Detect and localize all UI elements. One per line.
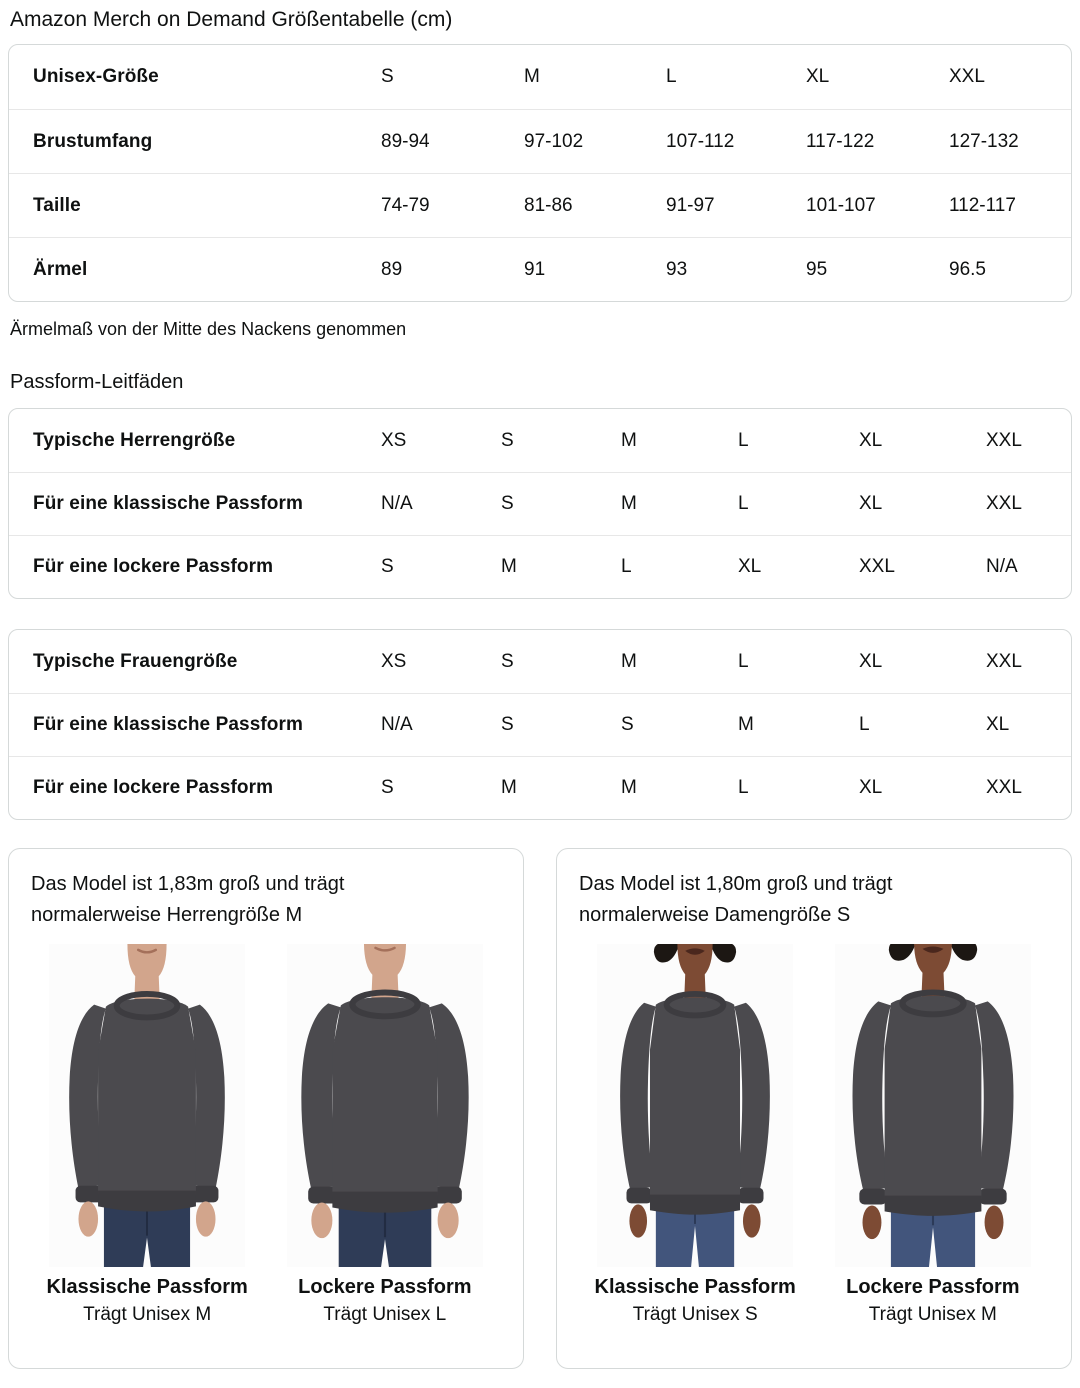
size-cell: 127-132: [949, 130, 1019, 152]
table-row: [9, 693, 1071, 756]
size-cell: XL: [859, 777, 883, 798]
model-card-women: [556, 848, 1072, 1369]
size-cell: S: [621, 714, 634, 735]
fit-label: Klassische Passform: [46, 1276, 248, 1298]
size-cell: L: [738, 493, 749, 514]
table-row: [9, 409, 1071, 472]
size-cell: L: [738, 777, 749, 798]
size-cell: L: [859, 714, 870, 735]
size-cell: XS: [381, 429, 407, 451]
womens-fit-table: [8, 629, 1072, 820]
sleeve-measure-note: Ärmelmaß von der Mitte des Nackens genommen: [10, 319, 407, 339]
size-cell: S: [381, 66, 394, 87]
size-cell: XXL: [986, 777, 1022, 798]
model-cards-row: [8, 848, 1072, 1369]
model-figure-loose: [271, 944, 499, 1326]
size-cell: N/A: [986, 556, 1018, 577]
size-cell: N/A: [381, 714, 413, 735]
size-label: Trägt Unisex L: [323, 1304, 447, 1325]
model-description: [579, 869, 1049, 931]
size-cell: 81-86: [524, 194, 573, 216]
row-label: Brustumfang: [33, 130, 153, 152]
size-cell: XL: [806, 66, 830, 87]
size-cell: 95: [806, 258, 828, 280]
male-model-classic-fit-photo: [49, 944, 245, 1267]
size-cell: N/A: [381, 493, 413, 514]
row-label: Taille: [33, 194, 81, 216]
model-card-men: [8, 848, 524, 1369]
size-cell: M: [621, 650, 637, 672]
row-label: Unisex-Größe: [33, 66, 159, 87]
size-cell: L: [666, 66, 677, 87]
size-cell: M: [501, 556, 517, 577]
size-cell: 112-117: [949, 194, 1016, 216]
size-cell: 107-112: [666, 130, 735, 152]
size-cell: XL: [738, 556, 762, 577]
size-cell: L: [738, 429, 749, 451]
table-row: [9, 45, 1071, 109]
model-description-line2: normalerweise Damengröße S: [579, 904, 851, 926]
size-cell: 91: [524, 258, 546, 280]
size-cell: L: [738, 650, 749, 672]
size-cell: 117-122: [806, 130, 875, 152]
size-cell: S: [501, 650, 514, 672]
fit-label: Lockere Passform: [846, 1276, 1020, 1298]
size-cell: S: [501, 714, 514, 735]
size-cell: M: [621, 429, 637, 451]
size-cell: S: [381, 556, 394, 577]
size-cell: M: [501, 777, 517, 798]
size-cell: M: [621, 493, 637, 514]
size-cell: M: [738, 714, 754, 735]
row-label: Für eine klassische Passform: [33, 493, 303, 514]
size-cell: S: [501, 429, 514, 451]
size-cell: 101-107: [806, 194, 876, 216]
size-cell: 89-94: [381, 130, 430, 152]
size-cell: XXL: [986, 429, 1022, 451]
figures-row: [579, 944, 1049, 1326]
row-label: Für eine lockere Passform: [33, 777, 274, 798]
model-figure-loose: [819, 944, 1047, 1326]
model-description-line2: normalerweise Herrengröße M: [31, 904, 303, 926]
size-cell: S: [381, 777, 394, 798]
table-row: [9, 630, 1071, 693]
table-row: [9, 756, 1071, 819]
size-cell: XXL: [859, 556, 895, 577]
size-cell: XXL: [986, 650, 1022, 672]
size-cell: M: [621, 777, 637, 798]
fit-label: Klassische Passform: [594, 1276, 796, 1298]
size-table: [8, 44, 1072, 302]
size-label: Trägt Unisex M: [83, 1304, 212, 1325]
size-cell: 96.5: [949, 258, 986, 280]
size-cell: XL: [859, 650, 883, 672]
male-model-loose-fit-photo: [287, 944, 483, 1267]
size-label: Trägt Unisex S: [632, 1304, 758, 1325]
size-cell: 89: [381, 258, 403, 280]
size-cell: L: [621, 556, 632, 577]
table-row: [9, 535, 1071, 598]
row-label: Ärmel: [33, 258, 88, 280]
size-cell: XS: [381, 650, 407, 672]
table-row: [9, 237, 1071, 301]
row-label: Typische Frauengröße: [33, 650, 238, 672]
fit-guides-heading: Passform-Leitfäden: [10, 371, 184, 393]
size-cell: XXL: [949, 66, 985, 87]
size-cell: M: [524, 66, 540, 87]
size-cell: 91-97: [666, 194, 715, 216]
table-row: [9, 472, 1071, 535]
model-description-line1: Das Model ist 1,83m groß und trägt: [31, 873, 345, 895]
size-cell: 93: [666, 258, 688, 280]
model-description: [31, 869, 501, 931]
size-cell: XL: [859, 429, 883, 451]
row-label: Für eine klassische Passform: [33, 714, 303, 735]
page-title: Amazon Merch on Demand Größentabelle (cm): [10, 8, 453, 31]
model-figure-classic: [33, 944, 261, 1326]
size-cell: XXL: [986, 493, 1022, 514]
model-figure-classic: [581, 944, 809, 1326]
size-cell: 74-79: [381, 194, 430, 216]
table-row: [9, 109, 1071, 173]
size-cell: 97-102: [524, 130, 584, 152]
figures-row: [31, 944, 501, 1326]
row-label: Für eine lockere Passform: [33, 556, 274, 577]
size-label: Trägt Unisex M: [868, 1304, 997, 1325]
female-model-loose-fit-photo: [835, 944, 1031, 1267]
female-model-classic-fit-photo: [597, 944, 793, 1267]
table-row: [9, 173, 1071, 237]
mens-fit-table: [8, 408, 1072, 599]
size-cell: S: [501, 493, 514, 514]
row-label: Typische Herrengröße: [33, 429, 236, 451]
model-description-line1: Das Model ist 1,80m groß und trägt: [579, 873, 893, 895]
size-cell: XL: [986, 714, 1010, 735]
size-cell: XL: [859, 493, 883, 514]
fit-label: Lockere Passform: [298, 1276, 472, 1298]
